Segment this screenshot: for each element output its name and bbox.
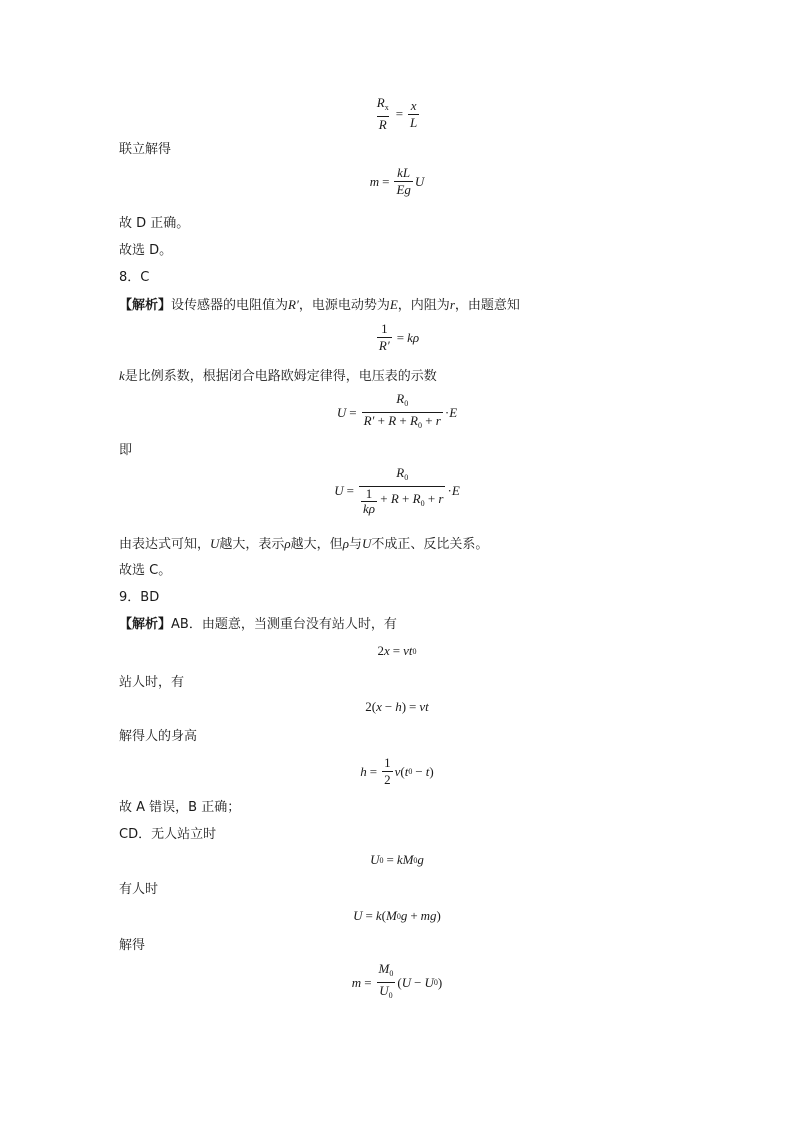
text-line: CD．无人站立时 [119,827,217,842]
symbol: E [389,297,398,312]
text-line: 站人时，有 [119,675,185,690]
symbol: ρ [342,536,349,551]
symbol: k [119,368,125,383]
text-line [119,368,437,385]
equation-empty-platform: 2 x = vt 0 [377,643,417,658]
text-span: 与 [348,537,362,552]
text-span: 由表达式可知， [119,537,211,552]
analysis-mark: 【解析】 [119,298,172,313]
equation-resistance: $\frac{1}{R'}$ = kρ [378,321,420,353]
text-line: 解得 [119,938,146,953]
analysis-mark: 【解析】 [119,617,172,632]
text-line: 故选 C。 [119,563,172,578]
equation-mass: m = $\frac{kL}{Eg}$ U [369,165,425,197]
equation-person-standing: 2( x − h ) = vt [365,699,429,714]
text-line: 解得人的身高 [119,729,198,744]
symbol: ρ [284,536,291,551]
symbol: r [449,297,455,312]
text-line: 故 D 正确。 [119,216,190,231]
text-span: 设传感器的电阻值为 [171,298,289,313]
text-line: 故选 D。 [119,243,173,258]
symbol: R′ [288,297,299,312]
analysis-line [119,297,520,314]
text-span: 不成正、反比关系。 [371,537,489,552]
text-span: 是比例系数，根据闭合电路欧姆定律得，电压表的示数 [124,369,437,384]
text-line: 联立解得 [119,142,172,157]
text-span: 越大，但 [290,537,343,552]
text-line: 故 A 错误，B 正确； [119,800,241,815]
question-number: 9．BD [119,590,160,605]
equation-no-person: U 0 = kM 0 g [370,852,424,867]
text-span: AB．由题意，当测重台没有站人时，有 [171,617,397,632]
question-number: 8．C [119,270,150,285]
equation-height: h = $\frac{1}{2}$ v ( t 0 − t ) [360,755,434,787]
text-line: 有人时 [119,882,159,897]
text-span: ，电源电动势为 [298,298,390,313]
symbol: U [361,536,372,551]
text-span: 越大，表示 [219,537,285,552]
text-span: ，内阻为 [397,298,450,313]
text-span: ，由题意知 [454,298,520,313]
text-line: 即 [119,443,133,458]
equation-with-person: U = k ( M 0 g + mg ) [353,908,441,923]
equation-voltage: U = $\frac{R_0}{R' + R + R_0 + r}$ · E [0,392,794,433]
analysis-line [119,617,397,633]
text-line [119,536,488,553]
equation-voltage-rho: U = $R_0$ $\frac{1}{k\rho}$ + $R + R_0 + r$ · E [334,465,460,516]
symbol: U [210,536,220,551]
equation-ratio: $\frac{R_x}{R}$ = $\frac{x}{L}$ [376,95,418,132]
equation-person-mass: m = $\frac{M_0}{U_0}$ ( U − U 0 ) [0,962,794,1003]
